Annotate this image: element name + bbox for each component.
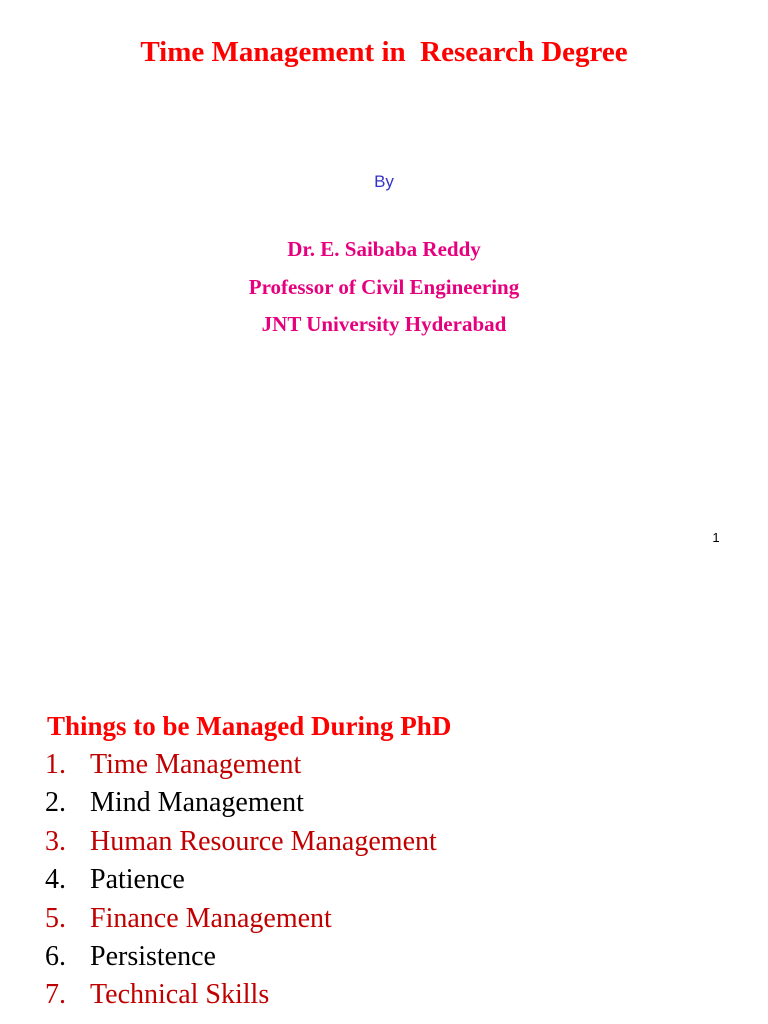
list-item-label: Mind Management [90, 787, 304, 819]
list-item-label: Finance Management [90, 902, 332, 934]
author-name: Dr. E. Saibaba Reddy [287, 237, 481, 261]
list-item-number: 2. [45, 787, 66, 819]
author-institution: JNT University Hyderabad [261, 312, 507, 336]
list-item-number: 6. [45, 940, 66, 972]
slide-heading: Things to be Managed During PhD [47, 711, 452, 741]
page-number: 1 [712, 530, 720, 545]
list-item-label: Technical Skills [90, 979, 270, 1011]
list-item-label: Human Resource Management [90, 825, 437, 857]
list-item-number: 3. [45, 825, 66, 857]
list-item-label: Patience [90, 864, 185, 896]
author-position: Professor of Civil Engineering [248, 274, 520, 299]
list-item-label: Time Management [90, 749, 302, 780]
slide-title: Time Management in Research Degree [140, 36, 628, 68]
list-item-number: 4. [45, 864, 66, 896]
list-item-number: 1. [45, 749, 66, 780]
slide-2 [0, 690, 768, 1024]
author-block [0, 231, 768, 344]
list-item-number: 7. [45, 979, 66, 1011]
list-item-label: Persistence [90, 940, 216, 972]
list-item-number: 5. [45, 902, 66, 934]
by-label: By [374, 172, 394, 191]
